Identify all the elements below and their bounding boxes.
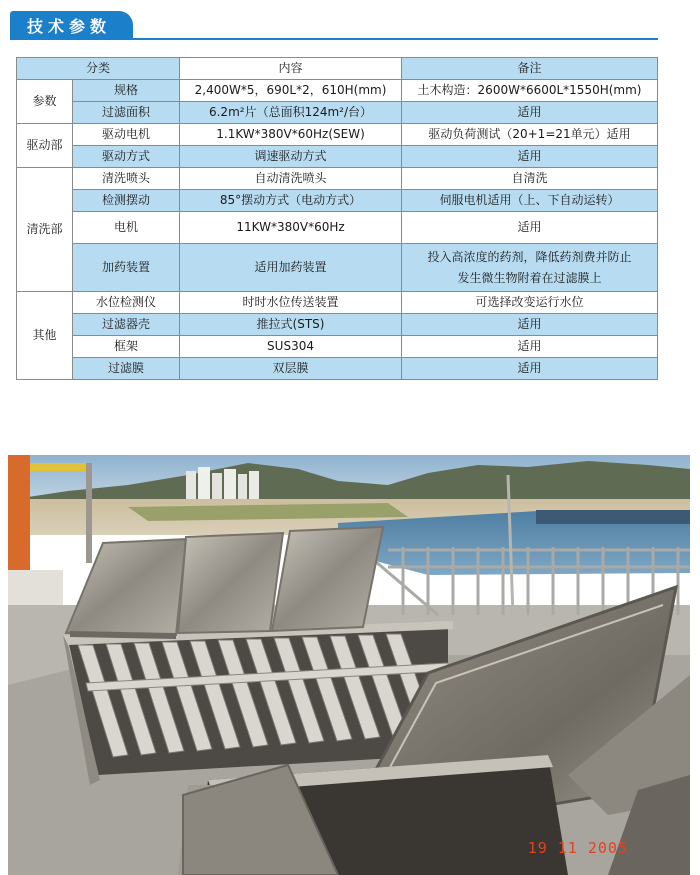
group-drive: 驱动部 <box>17 124 73 168</box>
row-item: 过滤器壳 <box>73 314 180 336</box>
row-content: 85°摆动方式（电动方式） <box>180 190 402 212</box>
row-item: 规格 <box>73 80 180 102</box>
section-divider <box>10 38 658 40</box>
row-item: 清洗喷头 <box>73 168 180 190</box>
row-content: 时时水位传送装置 <box>180 292 402 314</box>
row-content: 6.2m²片（总面积124m²/台） <box>180 102 402 124</box>
row-note: 驱动负荷测试（20+1=21单元）适用 <box>402 124 658 146</box>
table-row <box>17 244 658 292</box>
table-row <box>17 336 658 358</box>
header-category: 分类 <box>17 58 180 80</box>
row-item: 框架 <box>73 336 180 358</box>
row-item: 驱动电机 <box>73 124 180 146</box>
row-content: 推拉式(STS) <box>180 314 402 336</box>
row-content: 调速驱动方式 <box>180 146 402 168</box>
row-content: SUS304 <box>180 336 402 358</box>
equipment-photo <box>8 455 690 875</box>
row-item: 加药装置 <box>73 244 180 292</box>
filter-installation-illustration <box>8 455 690 875</box>
row-note: 伺服电机适用（上、下自动运转） <box>402 190 658 212</box>
row-item: 过滤面积 <box>73 102 180 124</box>
table-row <box>17 124 658 146</box>
header-content: 内容 <box>180 58 402 80</box>
header-note: 备注 <box>402 58 658 80</box>
row-note: 适用 <box>402 314 658 336</box>
row-note: 适用 <box>402 102 658 124</box>
row-note: 适用 <box>402 146 658 168</box>
row-item: 过滤膜 <box>73 358 180 380</box>
row-note-line: 发生微生物附着在过滤膜上 <box>457 270 602 285</box>
table-row <box>17 80 658 102</box>
row-note: 适用 <box>402 336 658 358</box>
spec-table <box>16 57 658 380</box>
row-item: 检测摆动 <box>73 190 180 212</box>
table-row <box>17 212 658 244</box>
row-content: 11KW*380V*60Hz <box>180 212 402 244</box>
photo-timestamp: 19 11 2005 <box>527 839 628 857</box>
row-note <box>402 244 658 292</box>
section-title: 技术参数 <box>10 11 133 39</box>
group-other: 其他 <box>17 292 73 380</box>
row-note: 适用 <box>402 358 658 380</box>
row-content: 1.1KW*380V*60Hz(SEW) <box>180 124 402 146</box>
table-row <box>17 146 658 168</box>
table-row <box>17 292 658 314</box>
table-row <box>17 168 658 190</box>
row-item: 电机 <box>73 212 180 244</box>
row-note: 可选择改变运行水位 <box>402 292 658 314</box>
table-row <box>17 358 658 380</box>
row-note: 适用 <box>402 212 658 244</box>
row-content: 自动清洗喷头 <box>180 168 402 190</box>
group-clean: 清洗部 <box>17 168 73 292</box>
row-note: 自清洗 <box>402 168 658 190</box>
group-params: 参数 <box>17 80 73 124</box>
row-content: 适用加药装置 <box>180 244 402 292</box>
row-item: 水位检测仪 <box>73 292 180 314</box>
table-row <box>17 190 658 212</box>
row-note-line: 投入高浓度的药剂，降低药剂费并防止 <box>427 249 632 264</box>
row-note: 土木构造：2600W*6600L*1550H(mm) <box>402 80 658 102</box>
row-content: 双层膜 <box>180 358 402 380</box>
table-header-row <box>17 58 658 80</box>
row-content: 2,400W*5，690L*2，610H(mm) <box>180 80 402 102</box>
table-row <box>17 314 658 336</box>
row-item: 驱动方式 <box>73 146 180 168</box>
table-row <box>17 102 658 124</box>
